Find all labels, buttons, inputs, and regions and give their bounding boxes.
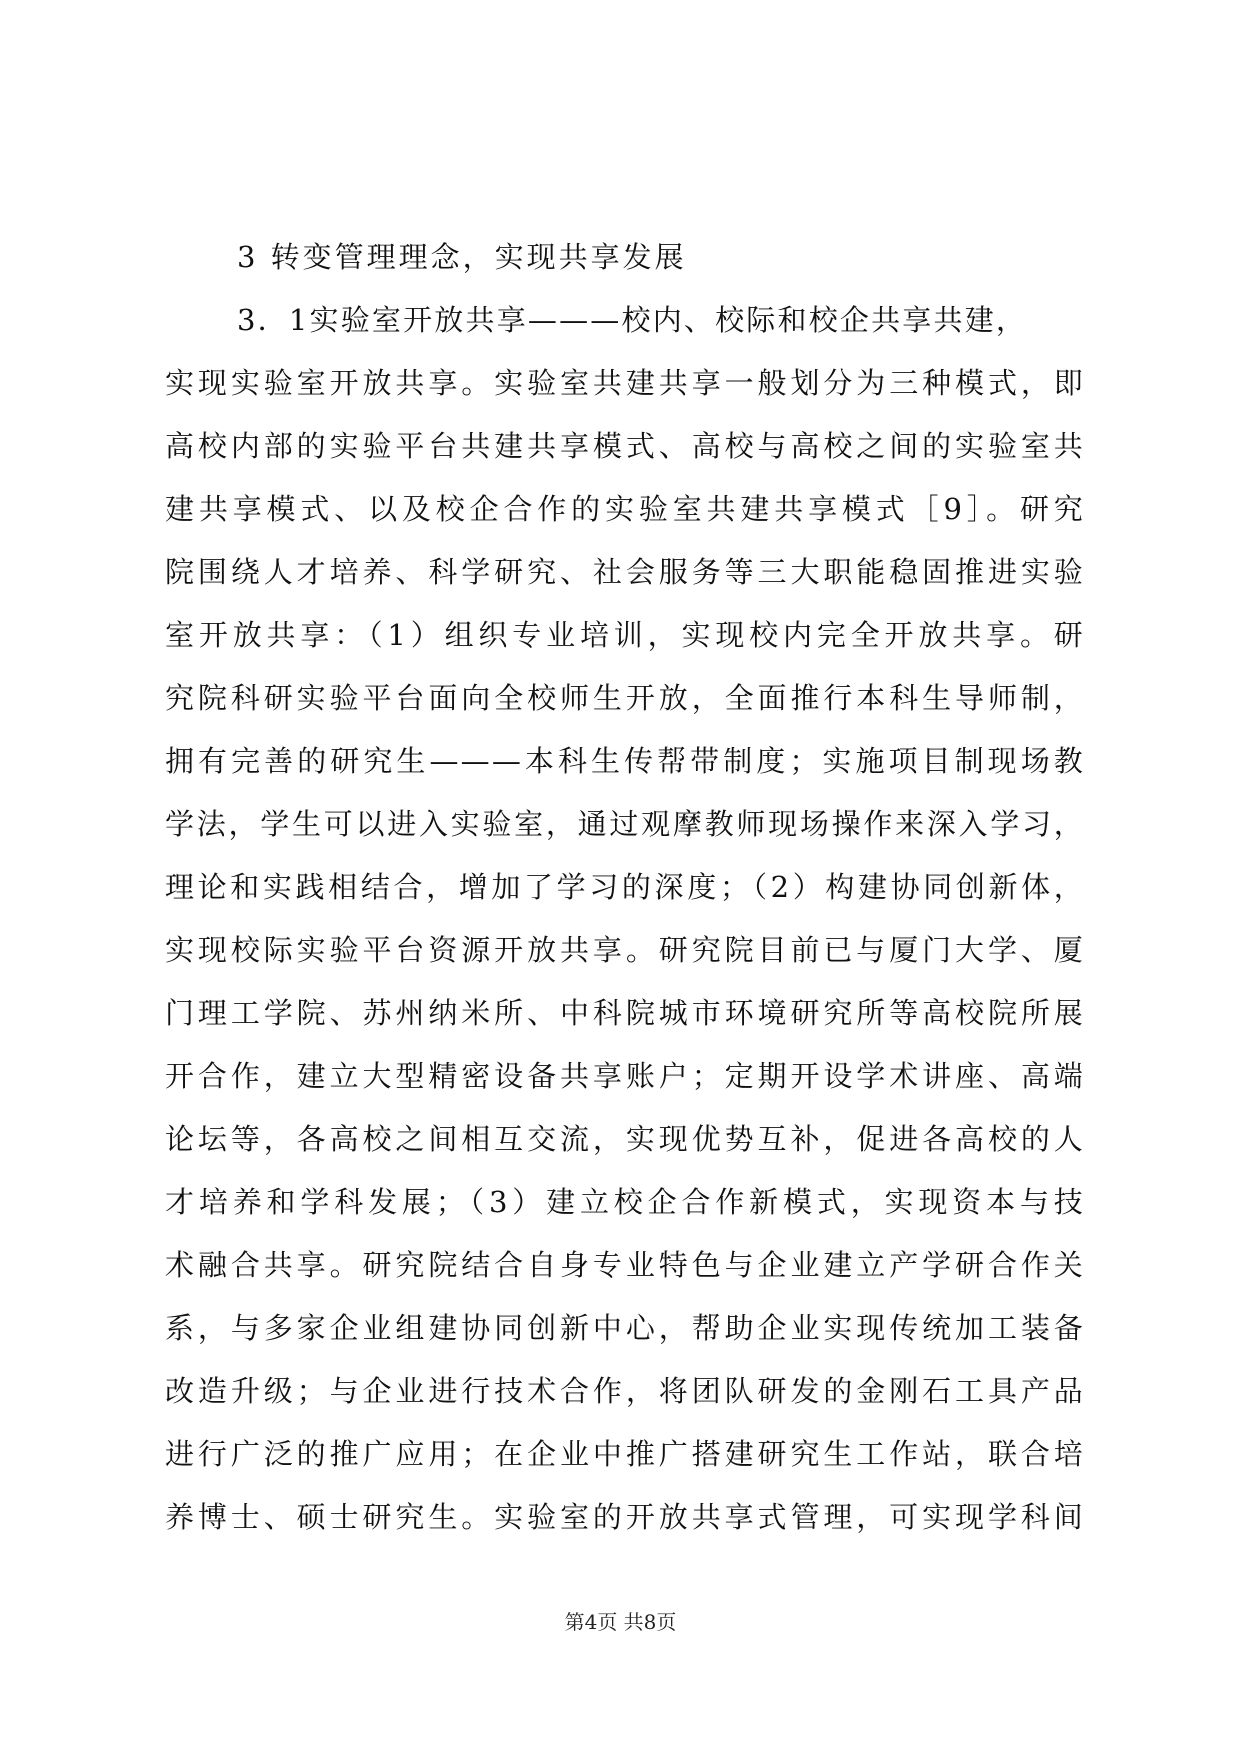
paragraph-line: 院围绕人才培养、科学研究、社会服务等三大职能稳固推进实验 (165, 555, 1085, 589)
paragraph-line: 高校内部的实验平台共建共享模式、高校与高校之间的实验室共 (165, 429, 1085, 463)
paragraph-line: 论坛等，各高校之间相互交流，实现优势互补，促进各高校的人 (165, 1122, 1085, 1156)
paragraph-line: 开合作，建立大型精密设备共享账户；定期开设学术讲座、高端 (165, 1059, 1085, 1093)
paragraph-line: 进行广泛的推广应用；在企业中推广搭建研究生工作站，联合培 (165, 1437, 1085, 1471)
paragraph-line: 建共享模式、以及校企合作的实验室共建共享模式［9］。研究 (165, 492, 1085, 526)
paragraph-line: 改造升级；与企业进行技术合作，将团队研发的金刚石工具产品 (165, 1374, 1085, 1408)
document-body (165, 226, 1085, 1549)
paragraph-line: 实现校际实验平台资源开放共享。研究院目前已与厦门大学、厦 (165, 933, 1085, 967)
page-number-footer: 第4页 共8页 (564, 1610, 677, 1634)
paragraph-line: 系，与多家企业组建协同创新中心，帮助企业实现传统加工装备 (165, 1311, 1085, 1345)
paragraph-line: 才培养和学科发展；（3）建立校企合作新模式，实现资本与技 (165, 1185, 1085, 1219)
paragraph-line: 养博士、硕士研究生。实验室的开放共享式管理，可实现学科间 (165, 1500, 1085, 1534)
paragraph-line: 究院科研实验平台面向全校师生开放，全面推行本科生导师制， (165, 681, 1085, 715)
paragraph-line: 理论和实践相结合，增加了学习的深度；（2）构建协同创新体， (165, 870, 1085, 904)
paragraph-line: 学法，学生可以进入实验室，通过观摩教师现场操作来深入学习， (165, 807, 1085, 841)
paragraph-line: 拥有完善的研究生———本科生传帮带制度；实施项目制现场教 (165, 744, 1085, 778)
paragraph-line: 室开放共享：（1）组织专业培训，实现校内完全开放共享。研 (165, 618, 1085, 652)
section-heading: 3 转变管理理念，实现共享发展 (237, 240, 687, 274)
paragraph-line: 实现实验室开放共享。实验室共建共享一般划分为三种模式，即 (165, 366, 1085, 400)
paragraph-line: 术融合共享。研究院结合自身专业特色与企业建立产学研合作关 (165, 1248, 1085, 1282)
paragraph-line: 3．1实验室开放共享———校内、校际和校企共享共建， (237, 303, 1028, 337)
paragraph-line: 门理工学院、苏州纳米所、中科院城市环境研究所等高校院所展 (165, 996, 1085, 1030)
